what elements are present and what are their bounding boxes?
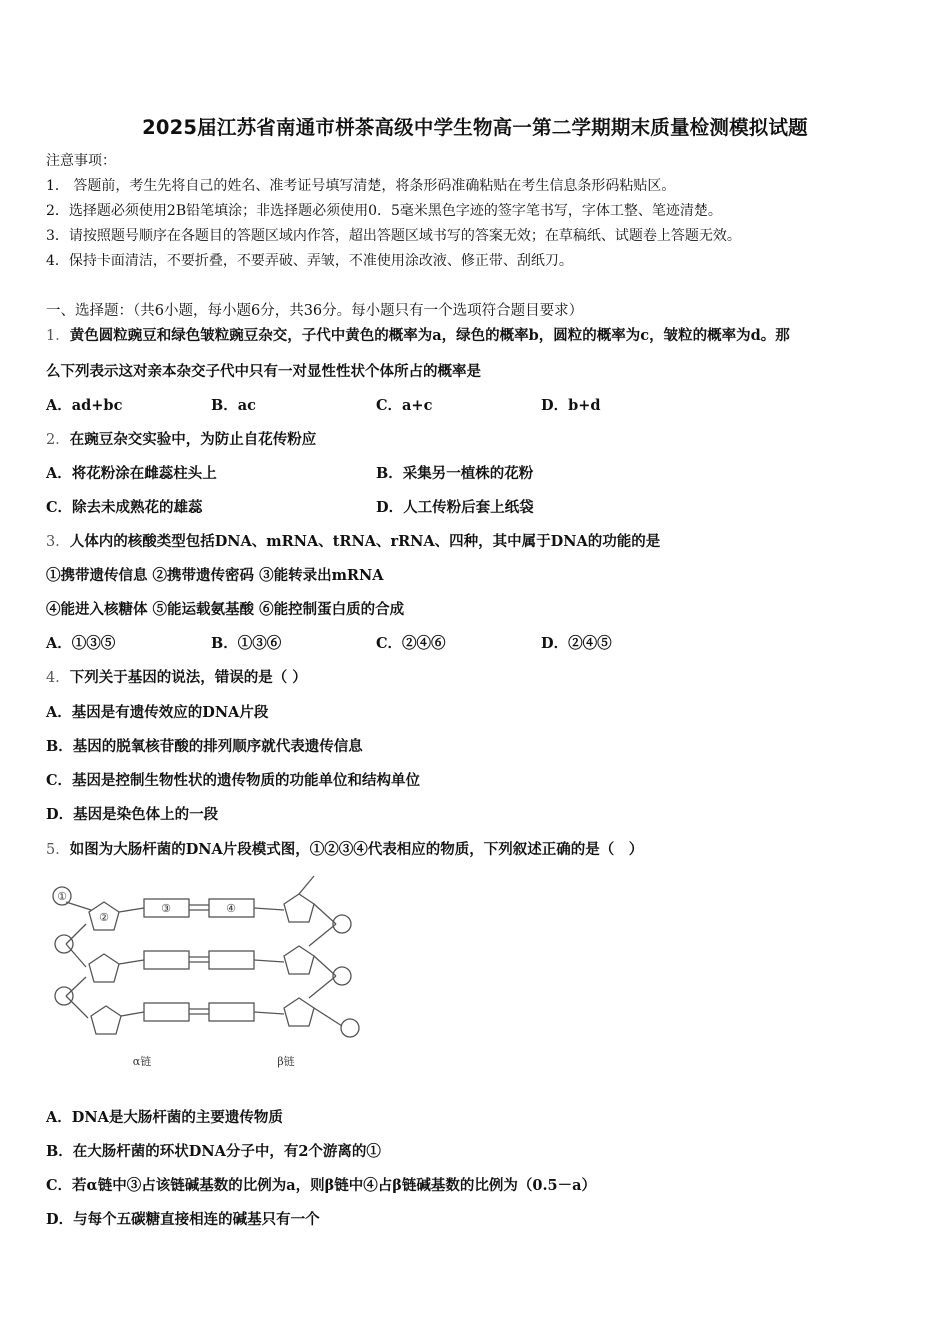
alpha-chain-label: α链 (132, 1055, 152, 1068)
question-number: 4． (46, 670, 70, 686)
deoxyribose-pentagon (91, 1006, 121, 1034)
question-text: 在豌豆杂交实验中，为防止自花传粉应 (69, 431, 317, 448)
backbone-bond (66, 977, 86, 996)
backbone-bond (66, 902, 91, 910)
backbone-bond (309, 924, 336, 946)
q2-option-b: B．采集另一植株的花粉 (376, 465, 534, 482)
label-1: ① (57, 890, 67, 903)
question-3-stem (46, 532, 660, 552)
sugar-base-bond (254, 960, 284, 962)
question-number: 1． (46, 328, 70, 344)
q4-option-a: A．基因是有遗传效应的DNA片段 (46, 704, 269, 721)
note-item: 1． 答题前，考生先将自己的姓名、准考证号填写清楚，将条形码准确粘贴在考生信息条形码粘贴区。 (46, 178, 676, 194)
base-rect (209, 951, 254, 969)
q5-option-c: C．若α链中③占该链碱基数的比例为a，则β链中④占β链碱基数的比例为（0.5－a） (46, 1177, 596, 1194)
sugar-base-bond (254, 1012, 284, 1014)
beta-chain-label: β链 (277, 1055, 295, 1068)
backbone-bond (66, 996, 88, 1018)
backbone-bond (66, 924, 86, 944)
q2-option-c: C．除去未成熟花的雄蕊 (46, 499, 203, 516)
sugar-base-bond (254, 908, 284, 910)
question-5-stem (46, 840, 643, 860)
q1-option-c: C．a+c (376, 397, 433, 414)
q3-statements-1: ①携带遗传信息 ②携带遗传密码 ③能转录出mRNA (46, 567, 384, 584)
deoxyribose-pentagon (284, 998, 314, 1026)
label-4: ④ (226, 902, 236, 915)
page-title: 2025届江苏省南通市栟茶高级中学生物高一第二学期期末质量检测模拟试题 (142, 116, 808, 139)
q3-option-b: B．①③⑥ (211, 635, 282, 652)
question-4-stem (46, 668, 307, 688)
q3-option-a: A．①③⑤ (46, 635, 116, 652)
notes-heading: 注意事项： (46, 153, 116, 169)
question-text: 如图为大肠杆菌的DNA片段模式图，①②③④代表相应的物质，下列叙述正确的是（ ） (69, 841, 644, 858)
deoxyribose-pentagon (284, 946, 314, 974)
deoxyribose-pentagon (89, 954, 119, 982)
note-item: 4．保持卡面清洁，不要折叠，不要弄破、弄皱，不准使用涂改液、修正带、刮纸刀。 (46, 253, 573, 269)
base-rect (209, 1003, 254, 1021)
label-2: ② (99, 911, 109, 924)
q4-option-d: D．基因是染色体上的一段 (46, 806, 219, 823)
backbone-bond (66, 944, 86, 967)
backbone-bond (299, 876, 314, 894)
sugar-base-bond (121, 1012, 144, 1016)
note-item: 2．选择题必须使用2B铅笔填涂；非选择题必须使用0．5毫米黑色字迹的签字笔书写，字体工整、笔迹清楚。 (46, 203, 722, 219)
q5-option-d: D．与每个五碳糖直接相连的碱基只有一个 (46, 1211, 320, 1228)
phosphate-circle (55, 987, 73, 1005)
section-heading: 一、选择题：（共6小题，每小题6分，共36分。每小题只有一个选项符合题目要求） (46, 303, 584, 319)
question-1-stem (46, 326, 790, 346)
sugar-base-bond (119, 908, 144, 912)
dna-diagram-svg (46, 872, 376, 1072)
q5-option-b: B．在大肠杆菌的环状DNA分子中，有2个游离的① (46, 1143, 381, 1160)
question-text: 人体内的核酸类型包括DNA、mRNA、tRNA、rRNA、四种，其中属于DNA的功能的是 (69, 533, 661, 550)
backbone-bond (314, 956, 336, 976)
question-number: 2． (46, 432, 70, 448)
q2-option-a: A．将花粉涂在雌蕊柱头上 (46, 465, 217, 482)
question-1-stem-cont: 么下列表示这对亲本杂交子代中只有一对显性性状个体所占的概率是 (46, 363, 481, 380)
q5-option-a: A．DNA是大肠杆菌的主要遗传物质 (46, 1109, 283, 1126)
phosphate-circle (341, 1019, 359, 1037)
q3-option-c: C．②④⑥ (376, 635, 446, 652)
note-item: 3．请按照题号顺序在各题目的答题区域内作答，超出答题区域书写的答案无效；在草稿纸、试题卷上答题无效。 (46, 228, 741, 244)
question-number: 3． (46, 534, 70, 550)
q1-option-a: A．ad+bc (46, 397, 123, 414)
q4-option-b: B．基因的脱氧核苷酸的排列顺序就代表遗传信息 (46, 738, 363, 755)
q4-option-c: C．基因是控制生物性状的遗传物质的功能单位和结构单位 (46, 772, 421, 789)
question-text: 下列关于基因的说法，错误的是（ ） (69, 669, 307, 686)
backbone-bond (309, 976, 336, 998)
phosphate-circle (55, 935, 73, 953)
q1-option-b: B．ac (211, 397, 256, 414)
backbone-bond (314, 904, 336, 924)
deoxyribose-pentagon (284, 894, 314, 922)
question-number: 5． (46, 842, 70, 858)
q2-option-d: D．人工传粉后套上纸袋 (376, 499, 534, 516)
label-3: ③ (161, 902, 171, 915)
base-rect (144, 951, 189, 969)
q3-statements-2: ④能进入核糖体 ⑤能运载氨基酸 ⑥能控制蛋白质的合成 (46, 601, 405, 618)
dna-fragment-diagram (46, 872, 376, 1072)
question-text: 黄色圆粒豌豆和绿色皱粒豌豆杂交，子代中黄色的概率为a，绿色的概率b，圆粒的概率为c，皱粒的概率为d。那 (69, 327, 790, 344)
sugar-base-bond (119, 960, 144, 964)
question-2-stem (46, 430, 316, 450)
q3-option-d: D．②④⑤ (541, 635, 612, 652)
q1-option-d: D．b+d (541, 397, 601, 414)
base-rect (144, 1003, 189, 1021)
backbone-bond (314, 1008, 342, 1026)
